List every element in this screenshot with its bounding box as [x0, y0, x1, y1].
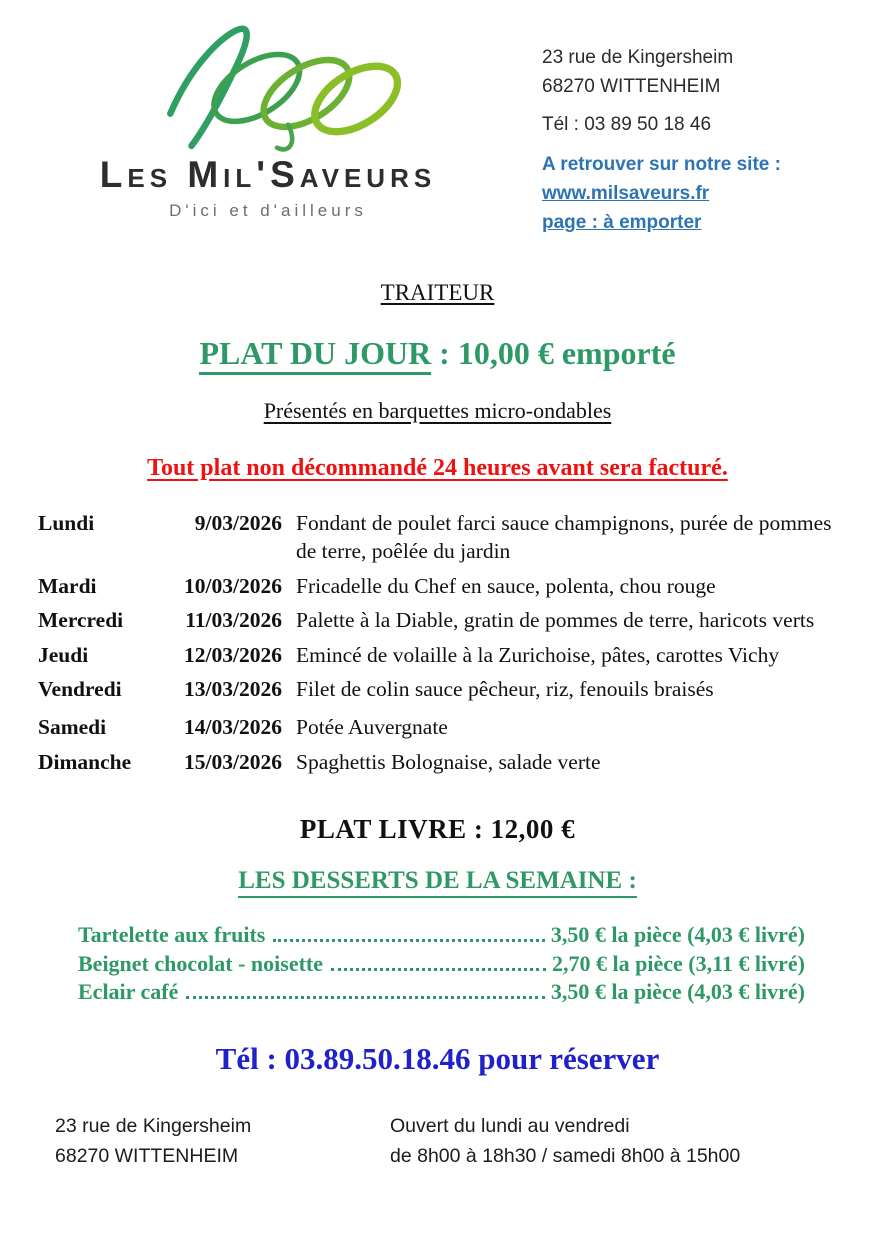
menu-row-jeudi	[38, 641, 845, 669]
menu-row-vendredi	[38, 675, 845, 703]
menu-row-lundi	[38, 509, 845, 566]
dessert-name: Beignet chocolat - noisette	[78, 950, 323, 976]
menu-dish: Potée Auvergnate	[296, 715, 448, 740]
menu-row-dimanche	[38, 748, 845, 776]
menu-date: 15/03/2026	[184, 749, 282, 774]
footer-hours-line1: Ouvert du lundi au vendredi	[390, 1114, 630, 1137]
menu-date: 14/03/2026	[184, 715, 282, 740]
header	[0, 0, 875, 248]
desserts-heading-text: LES DESSERTS DE LA SEMAINE :	[238, 867, 637, 898]
dessert-name: Eclair café	[78, 979, 179, 1005]
menu-row-mardi	[38, 572, 845, 600]
contact-address-line1: 23 rue de Kingersheim	[542, 47, 734, 68]
menu-day: Jeudi	[38, 642, 89, 667]
dessert-price: 3,50 € la pièce (4,03 € livré)	[550, 922, 805, 947]
brand-tagline: D'ici et d'ailleurs	[169, 200, 367, 220]
menu-date: 10/03/2026	[184, 573, 282, 598]
desserts-list	[78, 921, 805, 1007]
footer-address-line1: 23 rue de Kingersheim	[55, 1114, 252, 1137]
dot-leader	[331, 968, 546, 971]
menu-dish: Emincé de volaille à la Zurichoise, pâtes, carottes Vichy	[296, 642, 780, 667]
dessert-name: Tartelette aux fruits	[78, 922, 266, 947]
cancellation-notice: Tout plat non décommandé 24 heures avant sera facturé.	[147, 455, 728, 481]
menu-row-samedi	[38, 713, 845, 741]
reservation-phone: Tél : 03.89.50.18.46 pour réserver	[215, 1040, 660, 1076]
footer-hours	[390, 1111, 740, 1171]
dessert-price: 3,50 € la pièce (4,03 € livré)	[550, 979, 805, 1005]
plat-du-jour-title: PLAT DU JOUR	[199, 335, 431, 375]
dot-leader	[273, 939, 544, 942]
menu-day: Lundi	[38, 511, 95, 535]
site-page-link[interactable]: page : à emporter	[542, 212, 702, 234]
logo	[58, 18, 478, 221]
menu-day: Mercredi	[38, 608, 124, 633]
menu-dish: Palette à la Diable, gratin de pommes de terre, haricots verts	[296, 608, 815, 633]
menu-date: 13/03/2026	[184, 676, 282, 701]
contact-block	[542, 44, 781, 238]
brand-name: Les Mil'Saveurs	[99, 154, 437, 195]
menu-date: 12/03/2026	[184, 642, 282, 667]
footer	[55, 1111, 875, 1171]
menu-date: 11/03/2026	[185, 608, 282, 633]
site-url-link[interactable]: www.milsaveurs.fr	[542, 182, 710, 204]
contact-address-line2: 68270 WITTENHEIM	[542, 75, 721, 97]
menu-dish: Spaghettis Bolognaise, salade verte	[296, 749, 601, 774]
plat-du-jour-price: : 10,00 € emporté	[431, 335, 676, 371]
menu-row-mercredi	[38, 606, 845, 634]
dessert-price: 2,70 € la pièce (3,11 € livré)	[552, 950, 805, 976]
plat-du-jour-heading	[0, 335, 875, 372]
desserts-heading	[0, 867, 875, 895]
dot-leader	[186, 996, 544, 999]
menu-day: Mardi	[38, 573, 97, 598]
dessert-item	[78, 978, 805, 1007]
menu-dish: Filet de colin sauce pêcheur, riz, fenouils braisés	[296, 676, 714, 701]
weekly-menu	[38, 509, 845, 776]
menu-day: Vendredi	[38, 676, 122, 701]
dessert-item	[78, 950, 805, 979]
logo-swirl-icon	[146, 18, 408, 156]
menu-dish: Fricadelle du Chef en sauce, polenta, chou rouge	[296, 573, 716, 598]
site-intro: A retrouver sur notre site :	[542, 153, 781, 175]
plat-livre-heading: PLAT LIVRE : 12,00 €	[299, 814, 576, 844]
menu-date: 9/03/2026	[194, 511, 282, 535]
contact-phone: Tél : 03 89 50 18 46	[542, 114, 712, 135]
menu-day: Dimanche	[38, 749, 132, 774]
menu-day: Samedi	[38, 715, 107, 740]
footer-address-line2: 68270 WITTENHEIM	[55, 1145, 239, 1167]
footer-address	[55, 1111, 390, 1171]
footer-hours-line2: de 8h00 à 18h30 / samedi 8h00 à 15h00	[390, 1145, 741, 1167]
packaging-note: Présentés en barquettes micro-ondables	[263, 398, 612, 423]
menu-dish: Fondant de poulet farci sauce champignons, purée de pommes de terre, poêlée du jardin	[296, 511, 832, 564]
dessert-item	[78, 921, 805, 950]
category-title: TRAITEUR	[380, 280, 495, 305]
